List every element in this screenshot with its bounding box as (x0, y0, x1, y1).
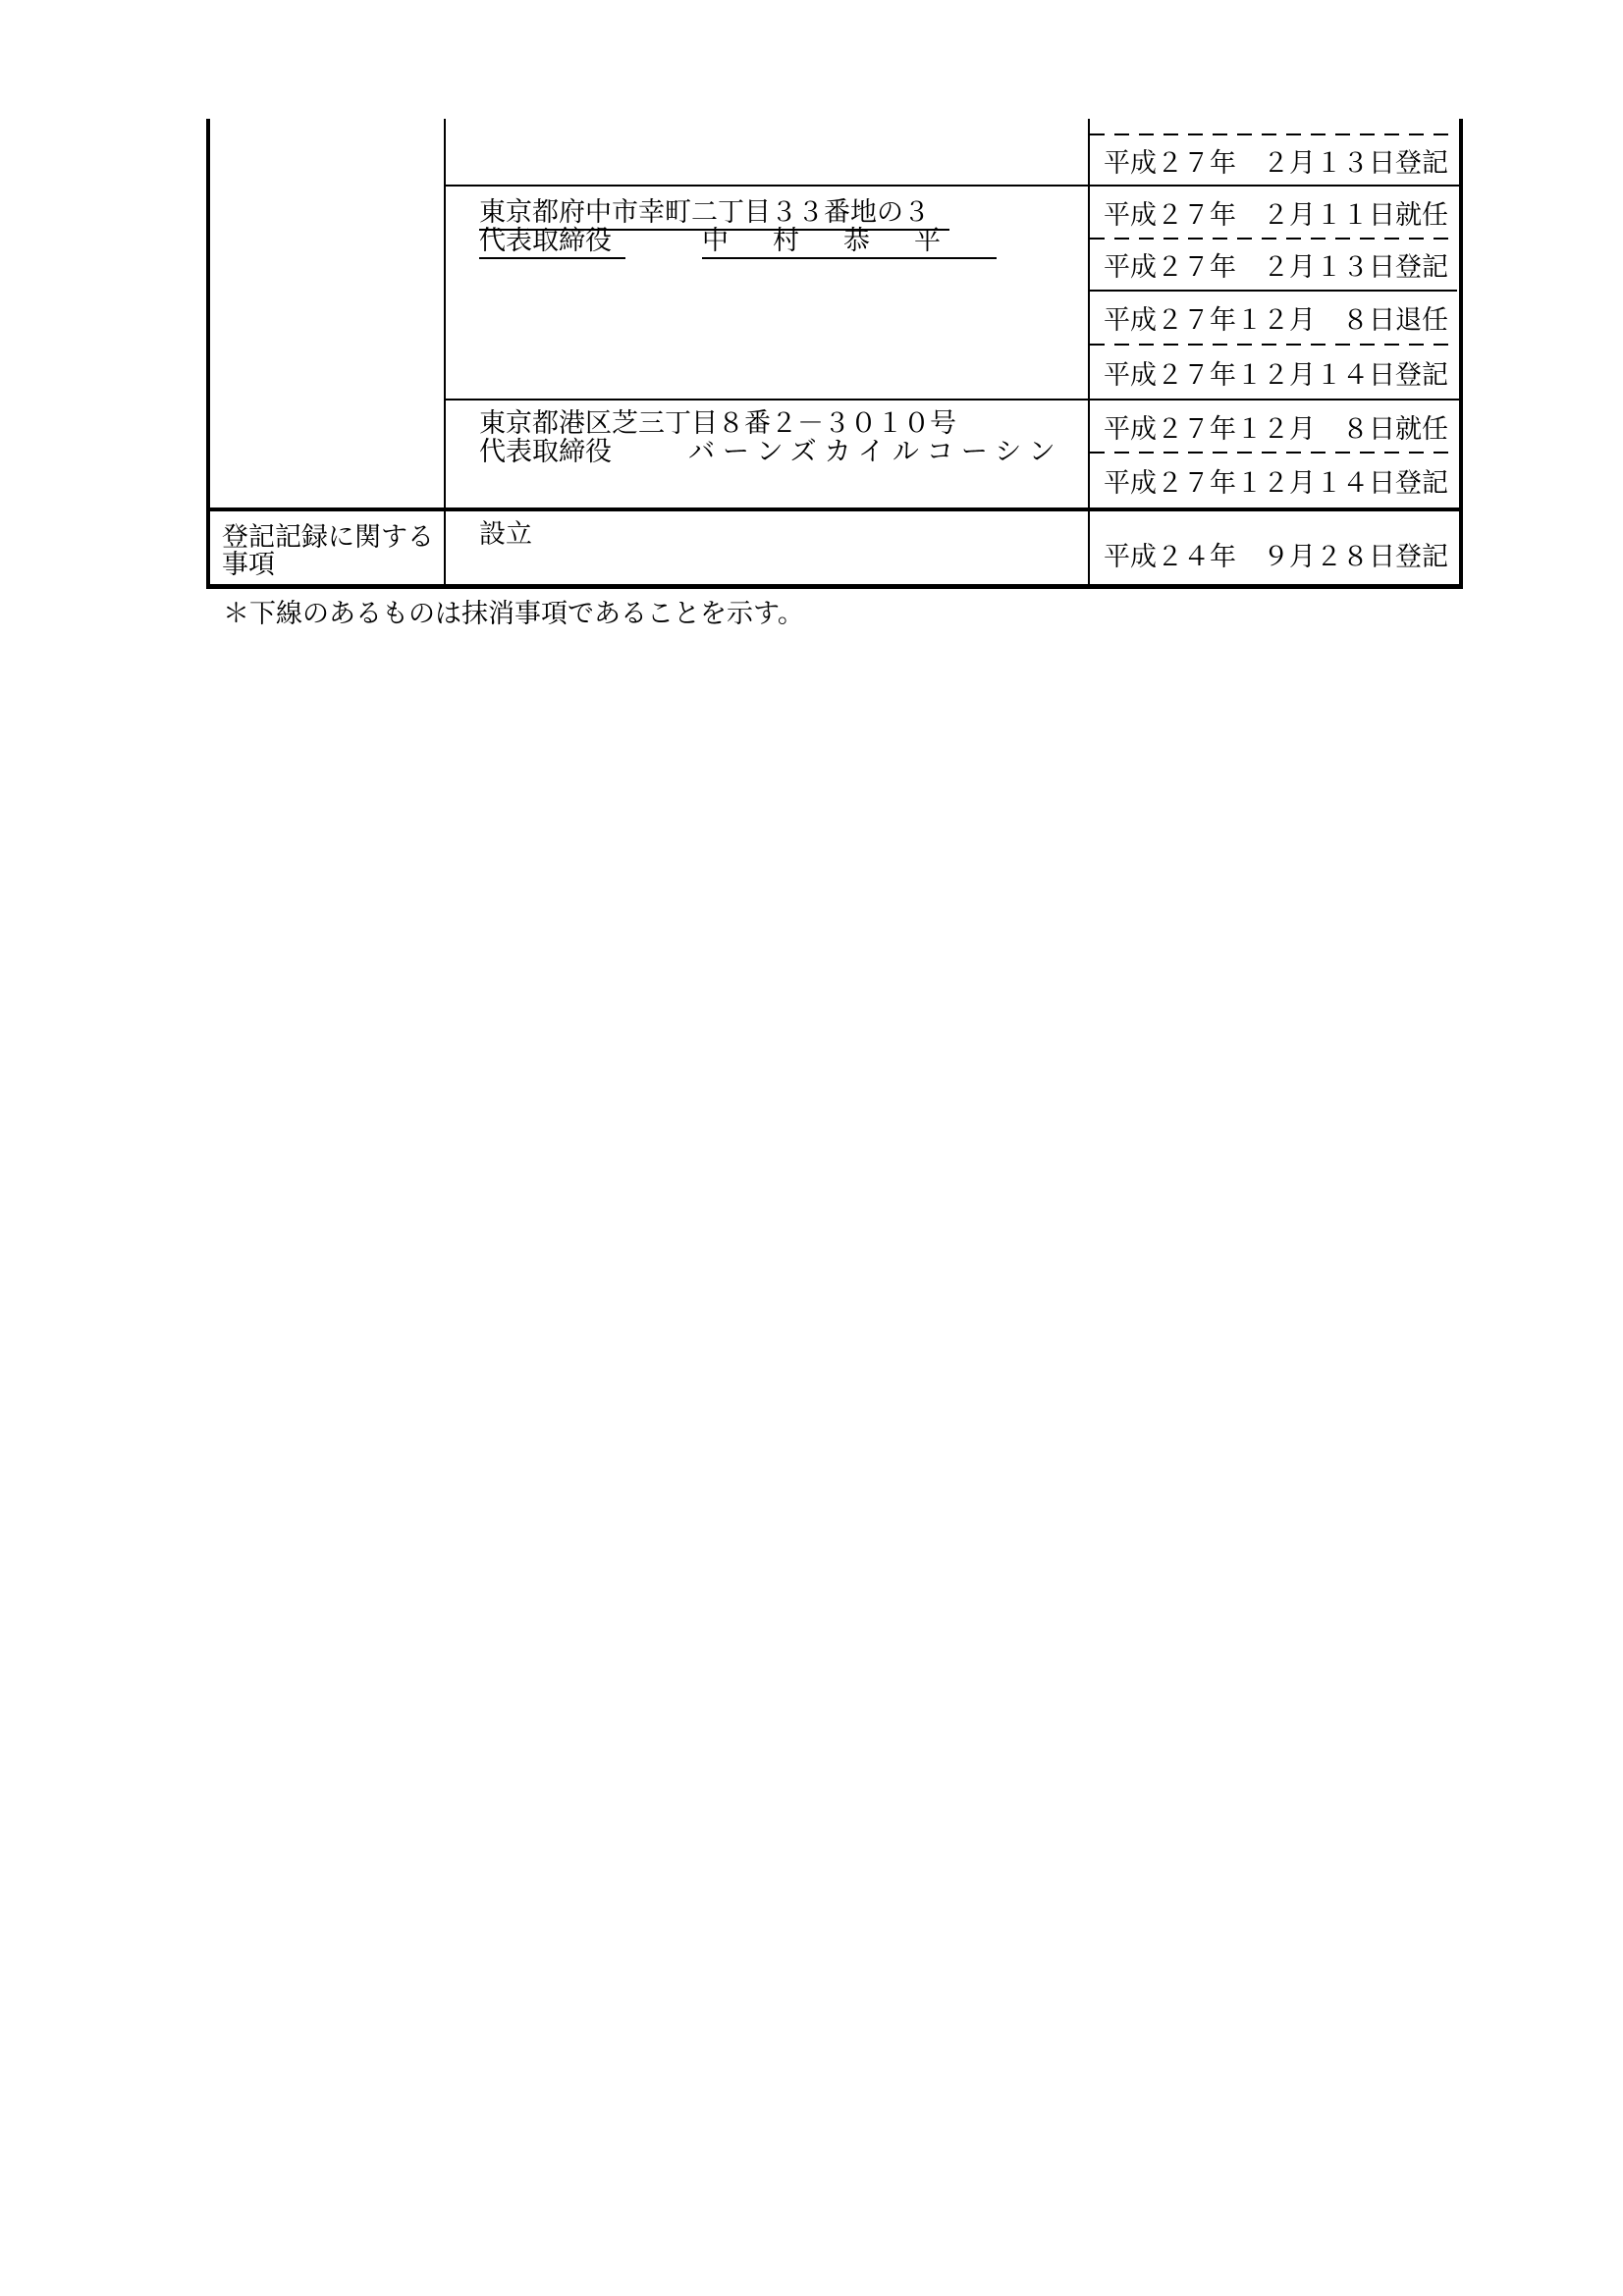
officer-name-line (479, 439, 1088, 467)
officer-address: 東京都府中市幸町二丁目３３番地の３ (479, 199, 949, 231)
officer-row (446, 187, 1459, 400)
officer-name: バーンズカイルコーシン (688, 437, 1063, 466)
officer-title: 代表取締役 (479, 437, 612, 466)
carryover-date-cell (1090, 119, 1457, 185)
section-date-cell (1090, 511, 1459, 584)
carryover-row (446, 119, 1459, 187)
appointment-date: 平成２７年１２月 ８日就任 (1104, 413, 1448, 444)
retirement-date: 平成２７年１２月 ８日退任 (1104, 305, 1448, 335)
registration-date: 平成２４年 ９月２８日登記 (1104, 542, 1448, 571)
registration-date: 平成２７年１２月１４日登記 (1104, 359, 1448, 390)
registry-table (206, 119, 1463, 589)
officer-date-cell (1090, 400, 1457, 507)
section-label-cell: 登記記録に関する事項 (210, 511, 446, 584)
officer-name-line (479, 228, 1088, 256)
carryover-item-cell (446, 119, 1090, 185)
footnote: ＊下線のあるものは抹消事項であることを示す。 (223, 599, 804, 628)
officer-name: 中 村 恭 平 (702, 228, 997, 259)
registration-date: 平成２７年 ２月１３日登記 (1104, 252, 1448, 282)
officers-entries-column (446, 119, 1459, 507)
officer-date-cell (1090, 187, 1457, 399)
officer-row (446, 400, 1459, 507)
appointment-date: 平成２７年 ２月１１日就任 (1104, 199, 1448, 230)
officer-title: 代表取締役 (479, 228, 625, 259)
registry-record-section (210, 507, 1459, 589)
officer-item-cell (446, 187, 1090, 399)
registration-date: 平成２７年１２月１４日登記 (1104, 468, 1448, 498)
officers-label-column (210, 119, 446, 507)
officers-section (210, 119, 1459, 507)
registration-date: 平成２７年 ２月１３日登記 (1104, 147, 1448, 178)
officer-item-cell (446, 400, 1090, 507)
officer-address: 東京都港区芝三丁目８番２－３０１０号 (479, 408, 956, 438)
section-content-cell: 設立 (446, 511, 1090, 584)
officer-address-line (479, 199, 1088, 228)
officer-address-line (479, 410, 1088, 439)
carryover-date-spacer (1090, 119, 1457, 133)
